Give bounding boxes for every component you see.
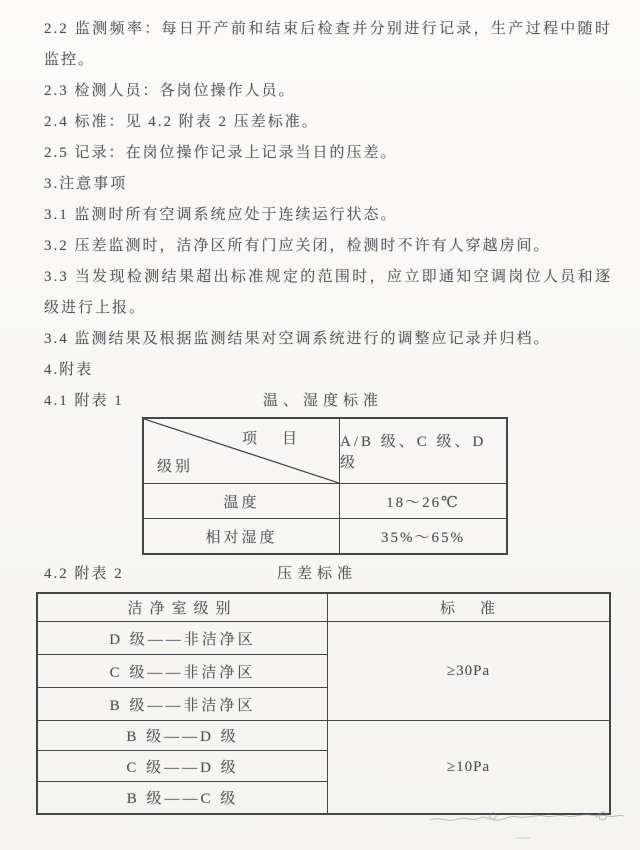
- table2-row-grade: C 级——非洁净区: [38, 654, 328, 687]
- table1-caption: [44, 386, 612, 417]
- table2-caption: [44, 559, 612, 590]
- table2-row-grade: B 级——非洁净区: [38, 687, 328, 720]
- table2-row-grade: D 级——非洁净区: [38, 621, 328, 654]
- doc-line: 3.3 当发现检测结果超出标准规定的范围时，应立即通知空调岗位人员和逐: [44, 269, 612, 285]
- table1-row-value: 35%～65%: [340, 518, 506, 553]
- table1-row-value: 18～26℃: [340, 483, 506, 518]
- doc-line: 2.2 监测频率：每日开产前和结束后检查并分别进行记录，生产过程中随时: [44, 21, 612, 37]
- table1-header-level: 级别: [157, 459, 194, 475]
- table1-caption-number: 4.1 附表 1: [44, 393, 124, 409]
- doc-line: 3.4 监测结果及根据监测结果对空调系统进行的调整应记录并归档。: [44, 331, 551, 347]
- table2-row-grade: B 级——C 级: [38, 781, 328, 813]
- doc-line: 2.5 记录：在岗位操作记录上记录当日的压差。: [44, 145, 398, 161]
- doc-line: 2.4 标准：见 4.2 附表 2 压差标准。: [44, 114, 319, 130]
- section-heading-notes: 3.注意事项: [44, 176, 128, 192]
- doc-line: 2.3 检测人员：各岗位操作人员。: [44, 83, 296, 99]
- table2-caption-number: 4.2 附表 2: [44, 566, 124, 582]
- table2-row-grade: B 级——D 级: [38, 720, 328, 750]
- table2-header-cleanroom-grade: 洁净室级别: [38, 594, 328, 621]
- pressure-table: [36, 592, 611, 815]
- doc-line: 监控。: [44, 52, 96, 68]
- doc-line: 3.2 压差监测时，洁净区所有门应关闭，检测时不许有人穿越房间。: [44, 238, 551, 254]
- section-heading-appendix: 4.附表: [44, 362, 94, 378]
- table1-header-grades: A/B 级、C 级、D 级: [340, 434, 487, 471]
- doc-line: 3.1 监测时所有空调系统应处于连续运行状态。: [44, 207, 398, 223]
- table1-diagonal-header-cell: [144, 419, 340, 483]
- table1-row-label: 温度: [144, 483, 340, 518]
- table2-row-grade: C 级——D 级: [38, 750, 328, 781]
- temp-humidity-table: [142, 417, 508, 555]
- watermark-scribble: [428, 798, 633, 843]
- doc-line: 级进行上报。: [44, 300, 147, 316]
- table2-header-standard: 标 准: [439, 601, 497, 617]
- table1-caption-title: 温、湿度标准: [263, 393, 384, 409]
- table1-row-label: 相对湿度: [144, 518, 340, 553]
- table1-header-item: 项 目: [242, 431, 300, 447]
- table2-caption-title: 压差标准: [277, 566, 358, 582]
- table2-standard-10pa: ≥10Pa: [328, 720, 609, 813]
- table2-standard-30pa: ≥30Pa: [328, 621, 609, 720]
